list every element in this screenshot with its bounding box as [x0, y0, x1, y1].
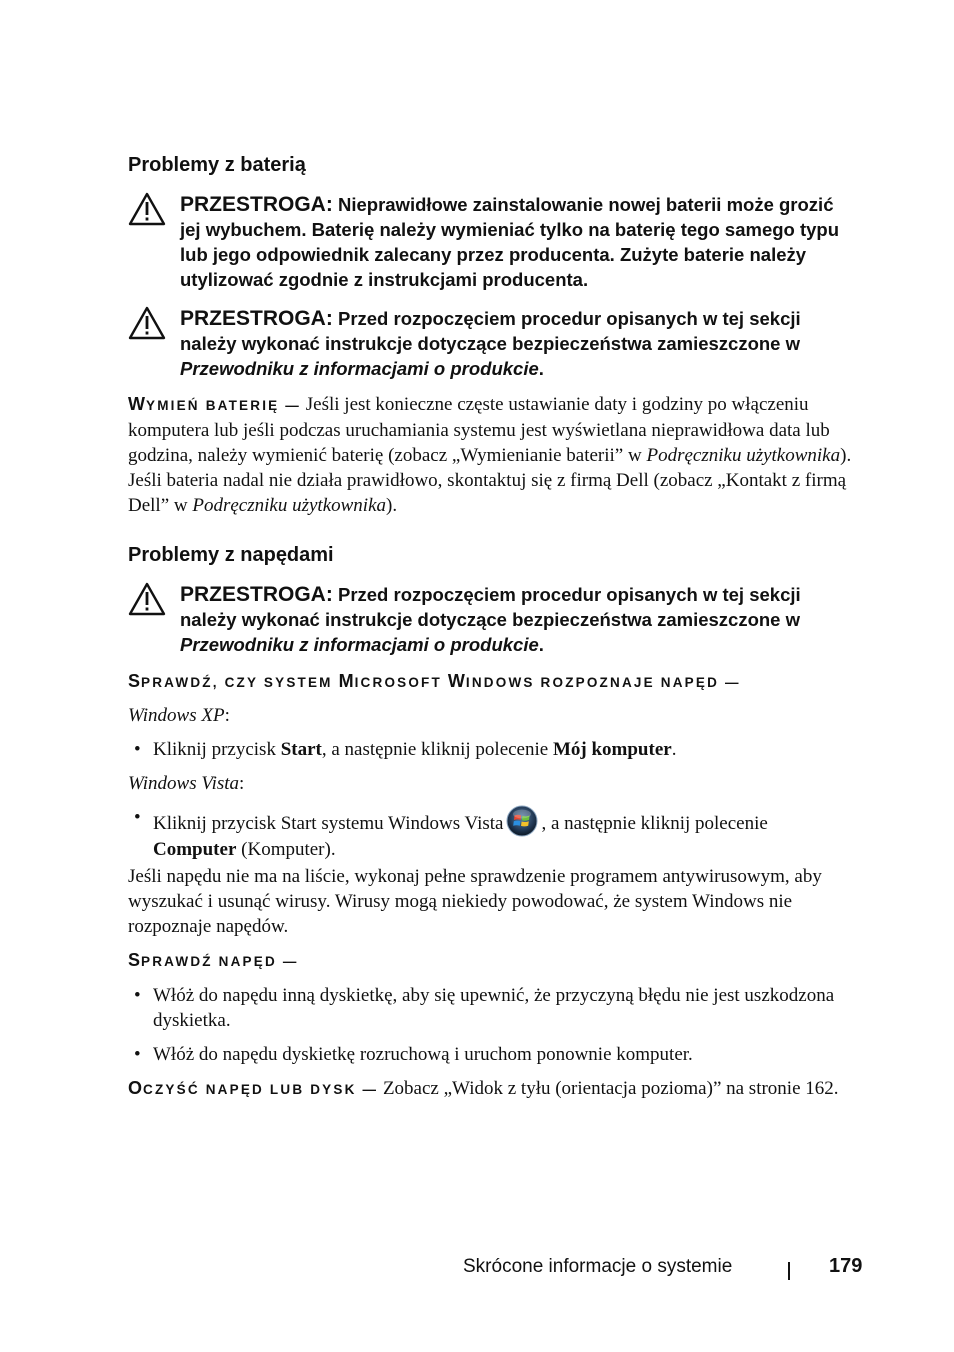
text: Kliknij przycisk: [153, 739, 281, 760]
antivirus-paragraph: Jeśli napędu nie ma na liście, wykonaj pełne sprawdzenie programem antywirusowym, aby wyszukać i usunąć wirusy. Wirusy mogą niekiedy powodować, że system Windows nie rozpoznaje napędów.: [128, 866, 822, 937]
colon: :: [239, 773, 245, 794]
para-text: ). Jeśli bateria nadal nie działa prawidłowo, skontaktuj się z firmą Dell (zobacz „Kontakt z firmą Dell” w: [128, 445, 852, 516]
text: , a następnie kliknij polecenie: [321, 739, 553, 760]
list-item-text: [153, 805, 854, 862]
warning-label: PRZESTROGA:: [180, 583, 333, 606]
ui-term-computer: Computer: [153, 839, 237, 860]
para-text: Zobacz „Widok z tyłu (orientacja pozioma)” na stronie 162.: [378, 1078, 839, 1099]
page-number: 179: [829, 1255, 863, 1277]
user-guide-ref: Podręczniku użytkownika: [646, 445, 841, 466]
list-item-vista: [134, 805, 854, 862]
os-name: Windows Vista: [128, 773, 240, 794]
replace-battery-paragraph: [128, 392, 856, 518]
warning-end: .: [538, 634, 544, 655]
heading-rest: PRAWDŹ, CZY SYSTEM: [141, 675, 339, 690]
heading-cap: W: [447, 671, 466, 691]
text: Kliknij przycisk Start systemu Windows Vista: [153, 813, 504, 834]
list-item-text: Włóż do napędu inną dyskietkę, aby się upewnić, że przyczyną błędu nie jest uszkodzona dyskietka.: [153, 985, 835, 1031]
check-windows-heading: [128, 671, 741, 692]
list-item-drive-2: [134, 1042, 854, 1067]
bullet-dot: •: [134, 1044, 141, 1065]
replace-battery-heading: [128, 394, 302, 414]
list-item-xp: [134, 737, 854, 762]
windows-vista-label: [128, 771, 856, 796]
warning-block-safety-battery: [128, 306, 858, 381]
ui-term-my-computer: Mój komputer: [552, 739, 672, 760]
check-drive-heading: [128, 950, 299, 971]
warning-label: PRZESTROGA:: [180, 307, 333, 330]
warning-block-safety-drives: [128, 582, 858, 657]
warning-body: Nieprawidłowe zainstalowanie nowej baterii może grozić jej wybuchem. Baterię należy wymieniać tylko na baterię tego samego typu lub jego odpowiednik zalecany przez producenta. Zużyte baterie należy utylizować zgodnie z instrukcjami producenta.: [180, 194, 840, 290]
bullet-dot: •: [134, 807, 141, 828]
ui-term-start: Start: [280, 739, 322, 760]
windows-xp-label: [128, 703, 856, 728]
heading-cap: S: [128, 671, 142, 691]
heading-rest: ICROSOFT: [354, 675, 448, 690]
warning-triangle-icon: [128, 192, 166, 226]
footer-title: Skrócone informacje o systemie: [463, 1256, 733, 1277]
os-name: Windows XP: [128, 705, 225, 726]
warning-label: PRZESTROGA:: [180, 193, 333, 216]
warning-text: [180, 306, 858, 381]
windows-vista-start-icon: [506, 805, 538, 837]
section-heading-battery: Problemy z baterią: [128, 154, 306, 176]
heading-rest: CZYŚĆ NAPĘD LUB DYSK —: [143, 1082, 379, 1097]
heading-cap: M: [338, 671, 355, 691]
footer-separator: [788, 1262, 790, 1280]
warning-triangle-icon: [128, 306, 166, 340]
user-guide-ref: Podręczniku użytkownika: [192, 495, 387, 516]
warning-triangle-icon: [128, 582, 166, 616]
warning-text: [180, 192, 858, 292]
colon: :: [224, 705, 230, 726]
warning-end: .: [538, 358, 544, 379]
warning-block-battery-install: [128, 192, 858, 292]
warning-ref-italic: Przewodniku z informacjami o produkcie: [180, 634, 539, 655]
text: , a następnie kliknij polecenie: [541, 813, 768, 834]
list-item-drive-1: [134, 983, 854, 1033]
text: .: [671, 739, 677, 760]
clean-drive-heading: [128, 1078, 379, 1098]
heading-cap: S: [128, 950, 142, 970]
warning-text: [180, 582, 858, 657]
list-item-text: Włóż do napędu dyskietkę rozruchową i uruchom ponownie komputer.: [153, 1044, 693, 1065]
heading-cap: O: [128, 1078, 144, 1098]
section-heading-drives: Problemy z napędami: [128, 544, 334, 566]
heading-rest: PRAWDŹ NAPĘD —: [141, 954, 299, 969]
list-item-text: [153, 737, 854, 762]
warning-body: Przed rozpoczęciem procedur opisanych w tej sekcji należy wykonać instrukcje dotyczące bezpieczeństwa zamieszczone w: [180, 584, 801, 630]
heading-rest: YMIEŃ BATERIĘ —: [146, 398, 302, 413]
clean-drive-paragraph: [128, 1076, 856, 1102]
text: (Komputer).: [236, 839, 336, 860]
para-text: Jeśli jest konieczne częste ustawianie daty i godziny po włączeniu komputera lub jeśli podczas uruchamiania systemu jest wyświetlana nieprawidłowa data lub godzina, należy wymienić baterię (zobacz „Wymienianie baterii” w: [128, 394, 830, 466]
para-text: ).: [386, 495, 398, 516]
warning-body: Przed rozpoczęciem procedur opisanych w tej sekcji należy wykonać instrukcje dotyczące bezpieczeństwa zamieszczone w: [180, 308, 801, 354]
warning-ref-italic: Przewodniku z informacjami o produkcie: [180, 358, 539, 379]
heading-cap: W: [128, 394, 146, 414]
bullet-dot: •: [134, 739, 141, 760]
bullet-dot: •: [134, 985, 141, 1006]
heading-rest: INDOWS ROZPOZNAJE NAPĘD —: [465, 675, 741, 690]
